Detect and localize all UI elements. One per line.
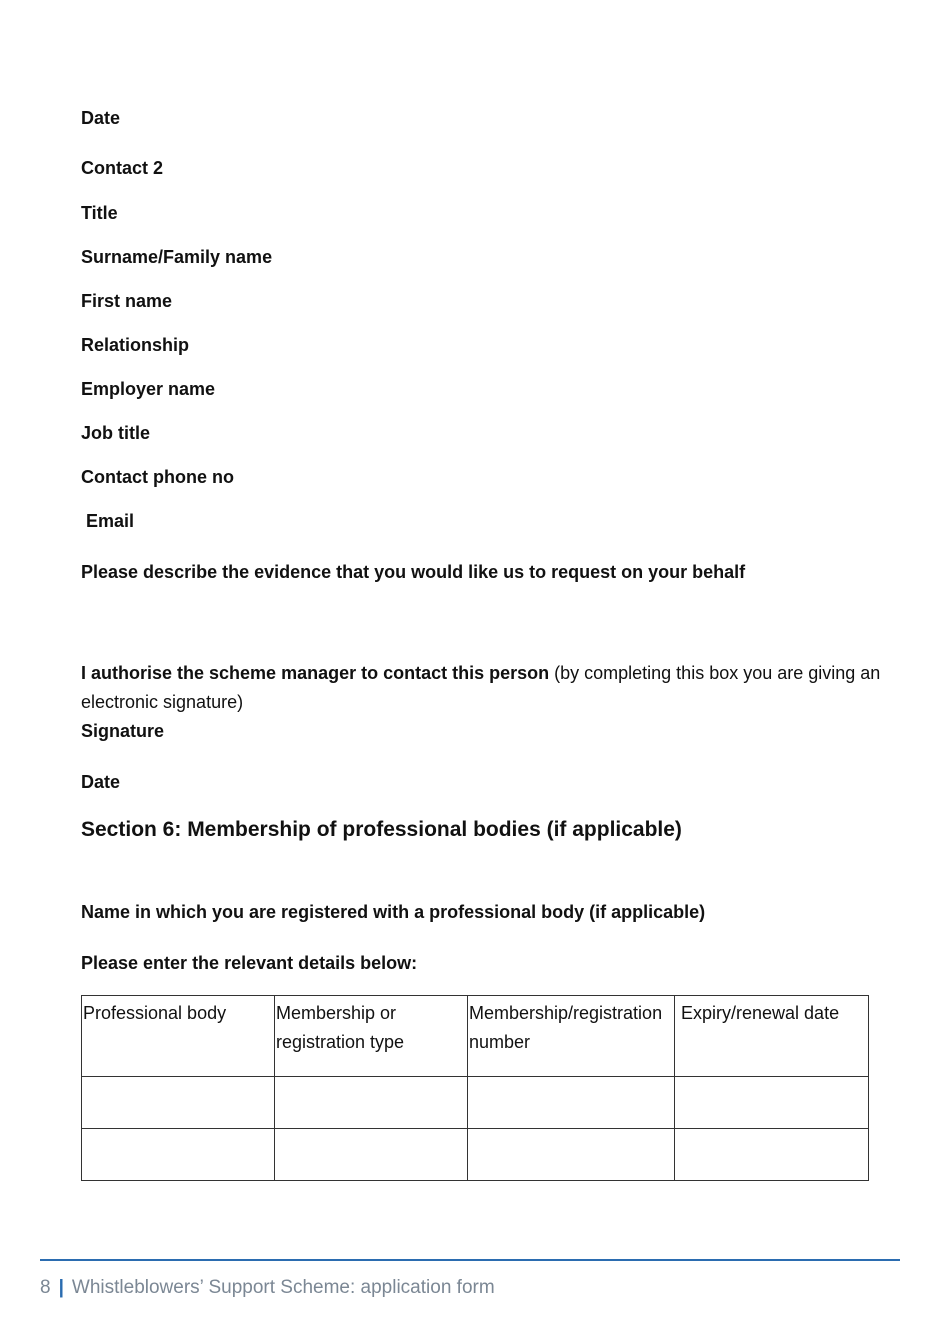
date-label: Date [81,772,121,792]
table-cell[interactable] [275,1077,468,1129]
table-cell[interactable] [468,1129,675,1181]
table-cell[interactable] [82,1129,275,1181]
field-relationship-label: Relationship [81,335,190,355]
table-cell[interactable] [82,1077,275,1129]
field-first-name-label: First name [81,291,173,311]
table-cell[interactable] [675,1077,869,1129]
table-header-row [82,996,869,1077]
table-row [82,1129,869,1181]
table-cell[interactable] [468,1077,675,1129]
header-expiry-date: Expiry/renewal date [675,996,869,1077]
page-footer [40,1276,495,1300]
header-registration-number: Membership/registration number [468,996,675,1077]
field-contact-phone-label: Contact phone no [81,467,234,487]
header-membership-type: Membership or registration type [275,996,468,1077]
page-number: 8 [40,1277,51,1298]
table-cell[interactable] [675,1129,869,1181]
section-6-title: Section 6: Membership of professional bodies (if applicable) [81,818,682,841]
registered-name-label: Name in which you are registered with a professional body (if applicable) [81,902,706,922]
footer-divider [40,1259,900,1261]
header-professional-body: Professional body [82,996,275,1077]
evidence-label: Please describe the evidence that you would like us to request on your behalf [81,562,746,582]
field-email-label: Email [81,511,135,531]
date-label-top: Date [81,108,121,128]
authorise-bold-text: I authorise the scheme manager to contact this person [81,663,550,683]
field-employer-name-label: Employer name [81,379,216,399]
field-surname-label: Surname/Family name [81,247,273,267]
authorise-statement [81,659,881,717]
table-cell[interactable] [275,1129,468,1181]
footer-document-title: Whistleblowers’ Support Scheme: application form [71,1277,495,1298]
professional-bodies-table [81,995,869,1181]
contact-2-heading: Contact 2 [81,158,164,178]
footer-separator: | [58,1277,64,1298]
details-label: Please enter the relevant details below: [81,953,418,973]
field-job-title-label: Job title [81,423,151,443]
signature-label: Signature [81,721,165,741]
field-title-label: Title [81,203,118,223]
table-row [82,1077,869,1129]
authorise-rest-text: (by completing this box you are giving an electronic signature) [81,663,881,712]
